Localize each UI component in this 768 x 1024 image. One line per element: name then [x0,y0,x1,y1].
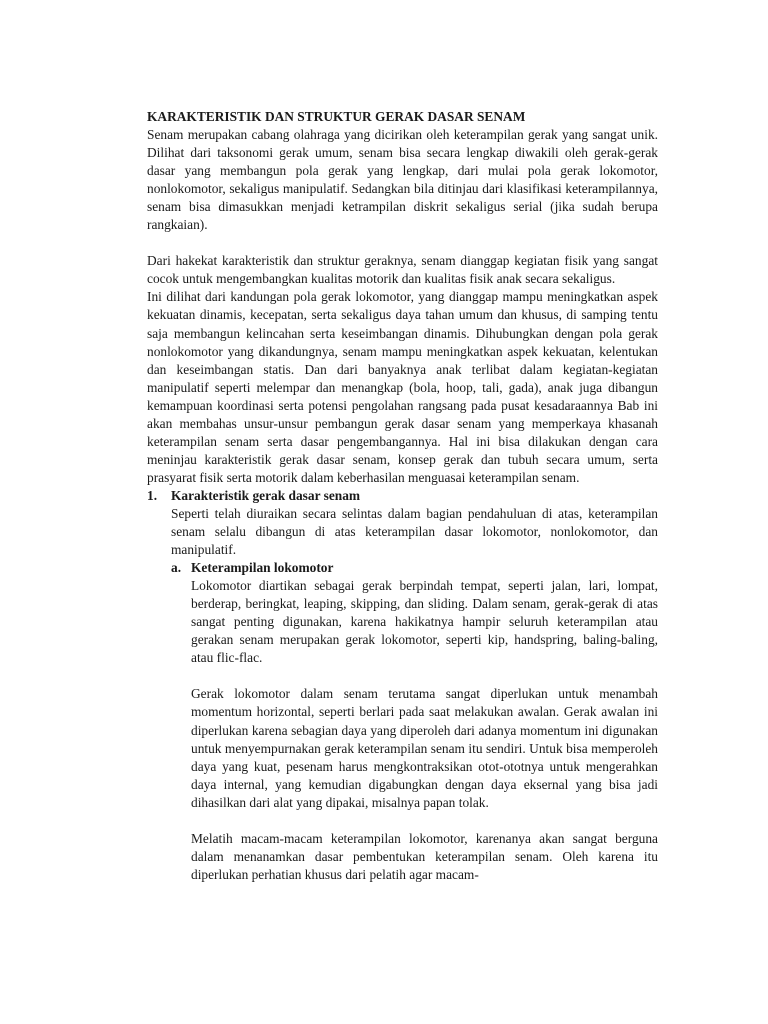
subsection-a-body [191,559,658,884]
subsection-a-marker: a. [171,560,182,576]
subsection-a-paragraph-1: Lokomotor diartikan sebagai gerak berpindah tempat, seperti jalan, lari, lompat, berderap, beringkat, leaping, skipping, dan sliding. Dalam senam, gerak-gerak di atas sangat penting digunakan, karena hakikatnya hampir seluruh keterampilan atau gerakan senam merupakan gerak lokomotor, seperti kip, handspring, baling-baling, atau flic-flac. [191,578,658,666]
section-1-marker: 1. [147,487,158,503]
section-1-text: Seperti telah diuraikan secara selintas dalam bagian pendahuluan di atas, keterampilan senam selalu dibangun di atas keterampilan dasar lokomotor, nonlokomotor, dan manipulatif. [171,505,658,558]
intro-paragraph-2: Dari hakekat karakteristik dan struktur geraknya, senam dianggap kegiatan fisik yang sangat cocok untuk mengembangkan kualitas motorik dan kualitas fisik anak secara sekaligus. [147,253,658,287]
section-1 [147,487,658,884]
document-content [147,108,658,884]
subsection-a [171,559,658,884]
subsection-a-heading: Keterampilan lokomotor [191,560,334,576]
subsection-a-paragraph-2: Gerak lokomotor dalam senam terutama sangat diperlukan untuk menambah momentum horizontal, seperti berlari pada saat melakukan awalan. Gerak awalan ini diperlukan karena sebagian daya yang diperoleh dari adanya momentum ini digunakan untuk menyempurnakan gerak keterampilan senam itu sendiri. Untuk bisa memperoleh daya yang kuat, pesenam harus mengkontraksikan otot-ototnya untuk mengerahkan daya internal, yang kemudian digabungkan dengan daya eksernal yang bisa jadi dihasilkan dari alat yang dipakai, misalnya papan tolak. [191,686,658,810]
section-1-body [171,487,658,884]
section-1-heading: Karakteristik gerak dasar senam [171,487,361,503]
intro-paragraph-3: Ini dilihat dari kandungan pola gerak lokomotor, yang dianggap mampu meningkatkan aspek kekuatan dinamis, kecepatan, serta sekaligus daya tahan umum dan khusus, di samping tentu saja membangun kelincahan serta keseimbangan dinamis. Dihubungkan dengan pola gerak nonlokomotor yang dikandungnya, senam mampu meningkatkan aspek kekuatan, kelentukan dan keseimbangan statis. Dan dari banyaknya anak terlibat dalam kegiatan-kegiatan manipulatif seperti melempar dan menangkap (bola, hoop, tali, gada), anak juga dibangun kemampuan koordinasi serta potensi pengolahan rangsang pada pusat kesadaraannya Bab ini akan membahas unsur-unsur pembangun gerak dasar senam yang memperkaya khasanah keterampilan senam serta dasar pengembangannya. Hal ini bisa dilakukan dengan cara meninjau karakteristik gerak dasar senam, konsep gerak dan tubuh secara umum, serta prasyarat fisik serta motorik dalam keberhasilan menguasai keterampilan senam. [147,289,658,485]
subsection-a-paragraph-3: Melatih macam-macam keterampilan lokomotor, karenanya akan sangat berguna dalam menanamkan dasar pembentukan keterampilan senam. Oleh karena itu diperlukan perhatian khusus dari pelatih agar macam- [191,830,658,882]
intro-paragraph-1: Senam merupakan cabang olahraga yang dicirikan oleh keterampilan gerak yang sangat unik. Dilihat dari taksonomi gerak umum, senam bisa secara lengkap diwakili oleh gerak-gerak dasar yang membangun pola gerak yang lengkap, dari mulai pola gerak lokomotor, nonlokomotor, sekaligus manipulatif. Sedangkan bila ditinjau dari klasifikasi keterampilannya, senam bisa dimasukkan menjadi ketrampilan diskrit sekaligus serial (jika sudah berupa rangkaian). [147,127,658,233]
document-title: KARAKTERISTIK DAN STRUKTUR GERAK DASAR SENAM [147,109,526,124]
